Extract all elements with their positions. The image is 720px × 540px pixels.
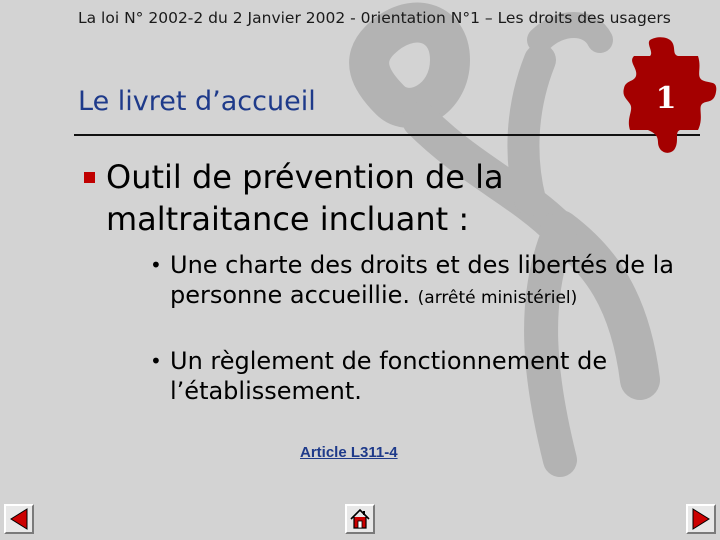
sub-bullet-1-note: (arrêté ministériel) bbox=[417, 288, 578, 308]
home-icon bbox=[348, 507, 372, 531]
square-bullet-icon bbox=[84, 172, 95, 183]
bullet-dot-icon: • bbox=[150, 349, 162, 373]
puzzle-number: 1 bbox=[655, 81, 677, 116]
bullet-dot-icon: • bbox=[150, 253, 162, 277]
sub-bullet-1 bbox=[150, 250, 710, 313]
main-bullet bbox=[82, 156, 682, 240]
sub-bullet-2 bbox=[150, 346, 710, 406]
main-bullet-text: Outil de prévention de la maltraitance incluant : bbox=[106, 158, 504, 238]
left-arrow-icon bbox=[7, 507, 31, 531]
puzzle-piece-icon bbox=[622, 34, 718, 158]
next-slide-button[interactable] bbox=[686, 504, 716, 534]
right-arrow-icon bbox=[689, 507, 713, 531]
previous-slide-button[interactable] bbox=[4, 504, 34, 534]
home-button[interactable] bbox=[345, 504, 375, 534]
presentation-header: La loi N° 2002-2 du 2 Janvier 2002 - 0rientation N°1 – Les droits des usagers bbox=[78, 9, 671, 27]
title-divider bbox=[74, 134, 700, 136]
sub-bullet-2-text: Un règlement de fonctionnement de l’établissement. bbox=[170, 347, 608, 405]
slide-title: Le livret d’accueil bbox=[78, 86, 316, 117]
article-link[interactable]: Article L311-4 bbox=[300, 444, 398, 461]
sub-bullet-1-text: Une charte des droits et des libertés de la personne accueillie. bbox=[170, 251, 675, 309]
